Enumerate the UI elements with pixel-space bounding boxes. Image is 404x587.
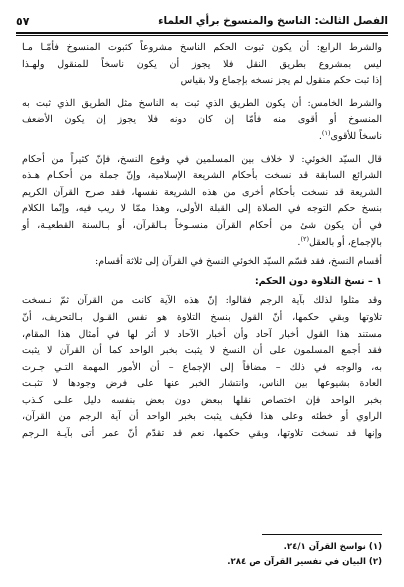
paragraph-khoei-quote	[22, 152, 382, 252]
text-line: ليس بمشروع بطريق النقل فلا يجوز أن يكون ناسخاً للمنقول ولهـذا	[22, 58, 382, 70]
text-line: الراوي أو خطئه وعلى هذا فكيف يثبت بخبر الواحد أن آية الرجم من القرآن،	[22, 411, 382, 423]
text-line: بخبر الواحد فإن اختصاص نقلها ببعض دون بعض بنفسه دليل علـى كـذب	[22, 394, 382, 406]
page-number: ٥٧	[16, 14, 30, 28]
text-line: وقد مثلوا لذلك بآية الرجم فقالوا: إنّ هذه الآية كانت من القرآن ثمّ نـسخت	[22, 295, 382, 307]
text-segment: .	[297, 236, 301, 248]
text-line: أقسام النسخ، فقد قسّم السيّد الخوئي النسخ في القرآن إلى ثلاثة أقسام:	[95, 256, 382, 268]
text-line: الشريعة قد نسخت بأحكام أخرى من هذه الشريعة نفسها، فقد صرح القرآن الكريم	[22, 186, 382, 198]
text-line: مستند هذا القول أخبار آحاد وأن أخبار الآحاد لا أثر لها في أمثال هذا المقام،	[22, 328, 382, 340]
text-segment: بالإجماع، أو بالعقل	[309, 236, 382, 248]
text-line	[22, 235, 382, 252]
text-line	[22, 129, 382, 146]
section-subheading: ١ – نسخ التلاوة دون الحكم:	[254, 275, 382, 287]
chapter-title: الفصل الثالث: الناسخ والمنسوخ برأي العلماء	[158, 15, 388, 27]
text-line: تلاوتها وبقي حكمها، أنّ القول بنسخ التلاوة هو نفس القـول بـالتحريف، أنّ	[22, 311, 382, 323]
text-line: المنسوخ أو أقوى منه فأمّا إن كان دونه فلا يجوز إن يكون الأضعف	[22, 114, 382, 126]
text-line: العادة بشيوعها بين الناس، وانتشار الخبر عنها على فرض وجودها لا تثبـت	[22, 378, 382, 390]
text-line: فقد أجمع المسلمون على أن النسخ لا يثبت بخبر الواحد كما أن القرآن لا يثبت	[22, 345, 382, 357]
body-text	[22, 40, 382, 446]
subheading-recitation	[22, 274, 382, 291]
running-header	[16, 12, 388, 30]
text-line: والشرط الخامس: أن يكون الطريق الذي ثبت به الناسخ مثل الطريق الذي ثبت به	[22, 97, 382, 109]
footnote-ref: (١)	[321, 128, 331, 137]
footnote-rule	[262, 534, 382, 535]
footnote-ref: (٢)	[300, 234, 310, 243]
paragraph-fourth-condition	[22, 40, 382, 90]
text-line: إذا ثبت حكم منقول لم يجز نسخه بإجماع ولا بقياس	[180, 75, 382, 87]
text-line: بنسخ حكم التوجه في الصلاة إلى القبلة الأولى، وهذا ممّا لا ريب فيه، وإنّما الكلام	[22, 203, 382, 215]
text-segment: .	[318, 130, 322, 142]
text-segment: ناسخاً للأقوى	[330, 130, 382, 142]
footnote-2: (٢) البيان في تفسير القرآن ص ٢٨٤.	[227, 557, 382, 567]
paragraph-stoning-verse	[22, 293, 382, 442]
text-line: قال السيّد الخوئي: لا خلاف بين المسلمين في وقوع النسخ، فإنّ كثيراً من أحكام	[22, 153, 382, 165]
text-line: الشرائع السابقة قد نسخت بأحكام الشريعة الإسلامية، وإنّ جملة من أحكـام هـذه	[22, 170, 382, 182]
header-rule	[16, 32, 388, 36]
text-line: وإنها قد نسخت تلاوتها، وبقي حكمها، نعم قد تقدّم أنّ عمر أتى بآيـة الـرجم	[22, 428, 382, 440]
text-line: به، والوجه في ذلك – مضافاً إلى الإجماع – أن الأمور المهمة التـي جـرت	[22, 361, 382, 373]
footnotes	[22, 540, 382, 570]
paragraph-naskh-types	[22, 254, 382, 271]
text-line: في أن يكون شئ من أحكام القرآن منسـوخاً بـالقرآن، أو بـالسنة القطعيـة، أو	[22, 219, 382, 231]
text-line: والشرط الرابع: أن يكون ثبوت الحكم الناسخ مشروعاً كثبوت المنسوخ فأمّـا مـا	[22, 42, 382, 53]
paragraph-fifth-condition	[22, 96, 382, 146]
footnote-1: (١) نواسخ القرآن ٢٤/١.	[283, 542, 382, 552]
